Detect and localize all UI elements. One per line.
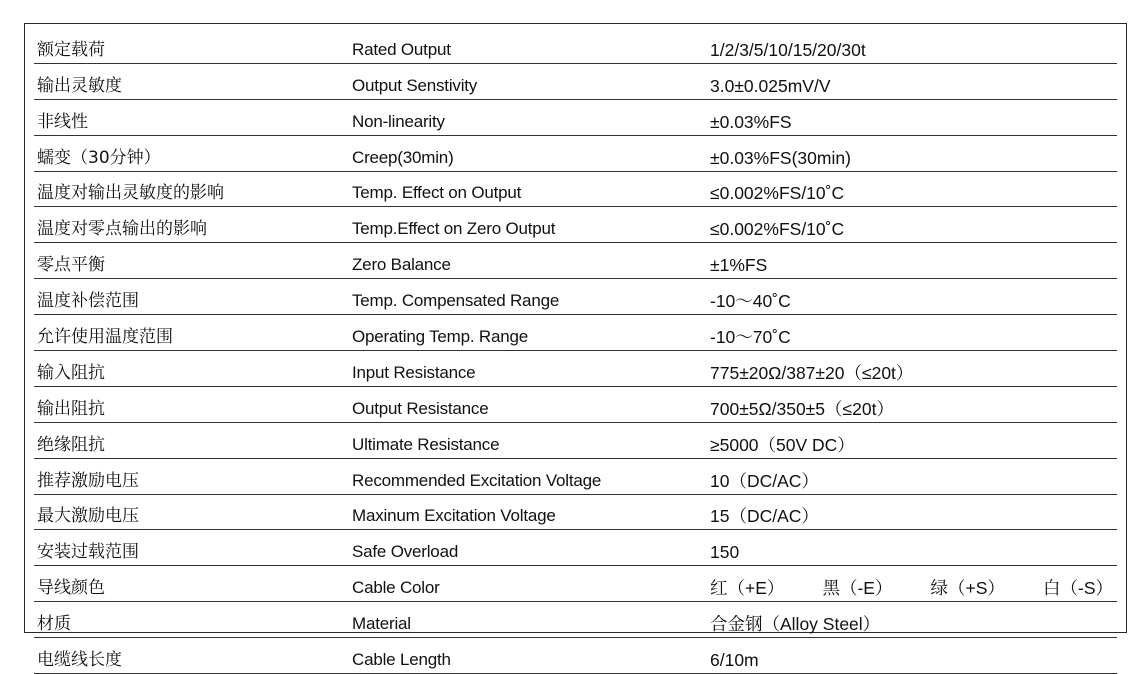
spec-name-en: Safe Overload	[349, 530, 707, 566]
spec-name-cn: 蠕变（30分钟）	[34, 135, 349, 171]
spec-name-cn: 温度补偿范围	[34, 279, 349, 315]
spec-name-en: Non-linearity	[349, 99, 707, 135]
spec-value: 6/10m	[707, 638, 1117, 674]
spec-name-cn: 推荐激励电压	[34, 458, 349, 494]
table-row	[34, 386, 1117, 422]
cable-color-green: 绿（+S）	[930, 578, 1005, 599]
spec-table	[34, 28, 1117, 674]
table-row	[34, 135, 1117, 171]
table-row	[34, 422, 1117, 458]
spec-value: ±0.03%FS(30min)	[707, 135, 1117, 171]
spec-name-cn: 输出灵敏度	[34, 63, 349, 99]
table-row	[34, 602, 1117, 638]
spec-name-en: Rated Output	[349, 28, 707, 63]
table-row	[34, 494, 1117, 530]
table-row	[34, 351, 1117, 387]
spec-value: 合金钢（Alloy Steel）	[707, 602, 1117, 638]
spec-name-en: Temp.Effect on Zero Output	[349, 207, 707, 243]
spec-name-cn: 额定载荷	[34, 28, 349, 63]
spec-name-en: Creep(30min)	[349, 135, 707, 171]
table-row	[34, 207, 1117, 243]
spec-name-cn: 绝缘阻抗	[34, 422, 349, 458]
spec-name-cn: 温度对零点输出的影响	[34, 207, 349, 243]
spec-name-en: Temp. Effect on Output	[349, 171, 707, 207]
spec-value: ≤0.002%FS/10˚C	[707, 207, 1117, 243]
spec-name-cn: 零点平衡	[34, 243, 349, 279]
spec-name-en: Output Senstivity	[349, 63, 707, 99]
spec-name-en: Maxinum Excitation Voltage	[349, 494, 707, 530]
spec-value: 700±5Ω/350±5（≤20t）	[707, 386, 1117, 422]
spec-name-en: Input Resistance	[349, 351, 707, 387]
cable-color-list	[710, 578, 1117, 598]
table-row	[34, 28, 1117, 63]
spec-value: 10（DC/AC）	[707, 458, 1117, 494]
spec-name-cn: 输出阻抗	[34, 386, 349, 422]
spec-name-cn: 材质	[34, 602, 349, 638]
spec-value: 15（DC/AC）	[707, 494, 1117, 530]
spec-name-cn: 温度对输出灵敏度的影响	[34, 171, 349, 207]
spec-name-en: Operating Temp. Range	[349, 315, 707, 351]
spec-value: 3.0±0.025mV/V	[707, 63, 1117, 99]
table-row	[34, 566, 1117, 602]
spec-value: -10～70˚C	[707, 315, 1117, 351]
table-row	[34, 638, 1117, 674]
spec-value: ≥5000（50V DC）	[707, 422, 1117, 458]
table-row	[34, 243, 1117, 279]
spec-table-frame	[24, 23, 1127, 671]
table-row	[34, 458, 1117, 494]
spec-name-cn: 电缆线长度	[34, 638, 349, 674]
spec-value: ≤0.002%FS/10˚C	[707, 171, 1117, 207]
cable-color-red: 红（+E）	[710, 578, 785, 599]
spec-value: 1/2/3/5/10/15/20/30t	[707, 28, 1117, 63]
spec-name-en: Recommended Excitation Voltage	[349, 458, 707, 494]
spec-value: 775±20Ω/387±20（≤20t）	[707, 351, 1117, 387]
table-row	[34, 63, 1117, 99]
spec-value: -10～40˚C	[707, 279, 1117, 315]
spec-name-en: Material	[349, 602, 707, 638]
spec-name-cn: 输入阻抗	[34, 351, 349, 387]
table-row	[34, 171, 1117, 207]
spec-name-cn: 允许使用温度范围	[34, 315, 349, 351]
spec-value: ±1%FS	[707, 243, 1117, 279]
spec-name-cn: 非线性	[34, 99, 349, 135]
cable-color-black: 黑（-E）	[822, 578, 893, 599]
spec-name-en: Cable Color	[349, 566, 707, 602]
spec-name-en: Output Resistance	[349, 386, 707, 422]
spec-name-en: Ultimate Resistance	[349, 422, 707, 458]
spec-name-en: Zero Balance	[349, 243, 707, 279]
table-row	[34, 530, 1117, 566]
spec-name-cn: 最大激励电压	[34, 494, 349, 530]
table-row	[34, 279, 1117, 315]
table-row	[34, 99, 1117, 135]
spec-value: ±0.03%FS	[707, 99, 1117, 135]
spec-name-cn: 安装过载范围	[34, 530, 349, 566]
spec-name-cn: 导线颜色	[34, 566, 349, 602]
table-row	[34, 315, 1117, 351]
cable-color-white: 白（-S）	[1043, 578, 1113, 599]
spec-name-en: Cable Length	[349, 638, 707, 674]
spec-value: 150	[707, 530, 1117, 566]
spec-name-en: Temp. Compensated Range	[349, 279, 707, 315]
spec-value-cable-colors	[707, 566, 1117, 602]
